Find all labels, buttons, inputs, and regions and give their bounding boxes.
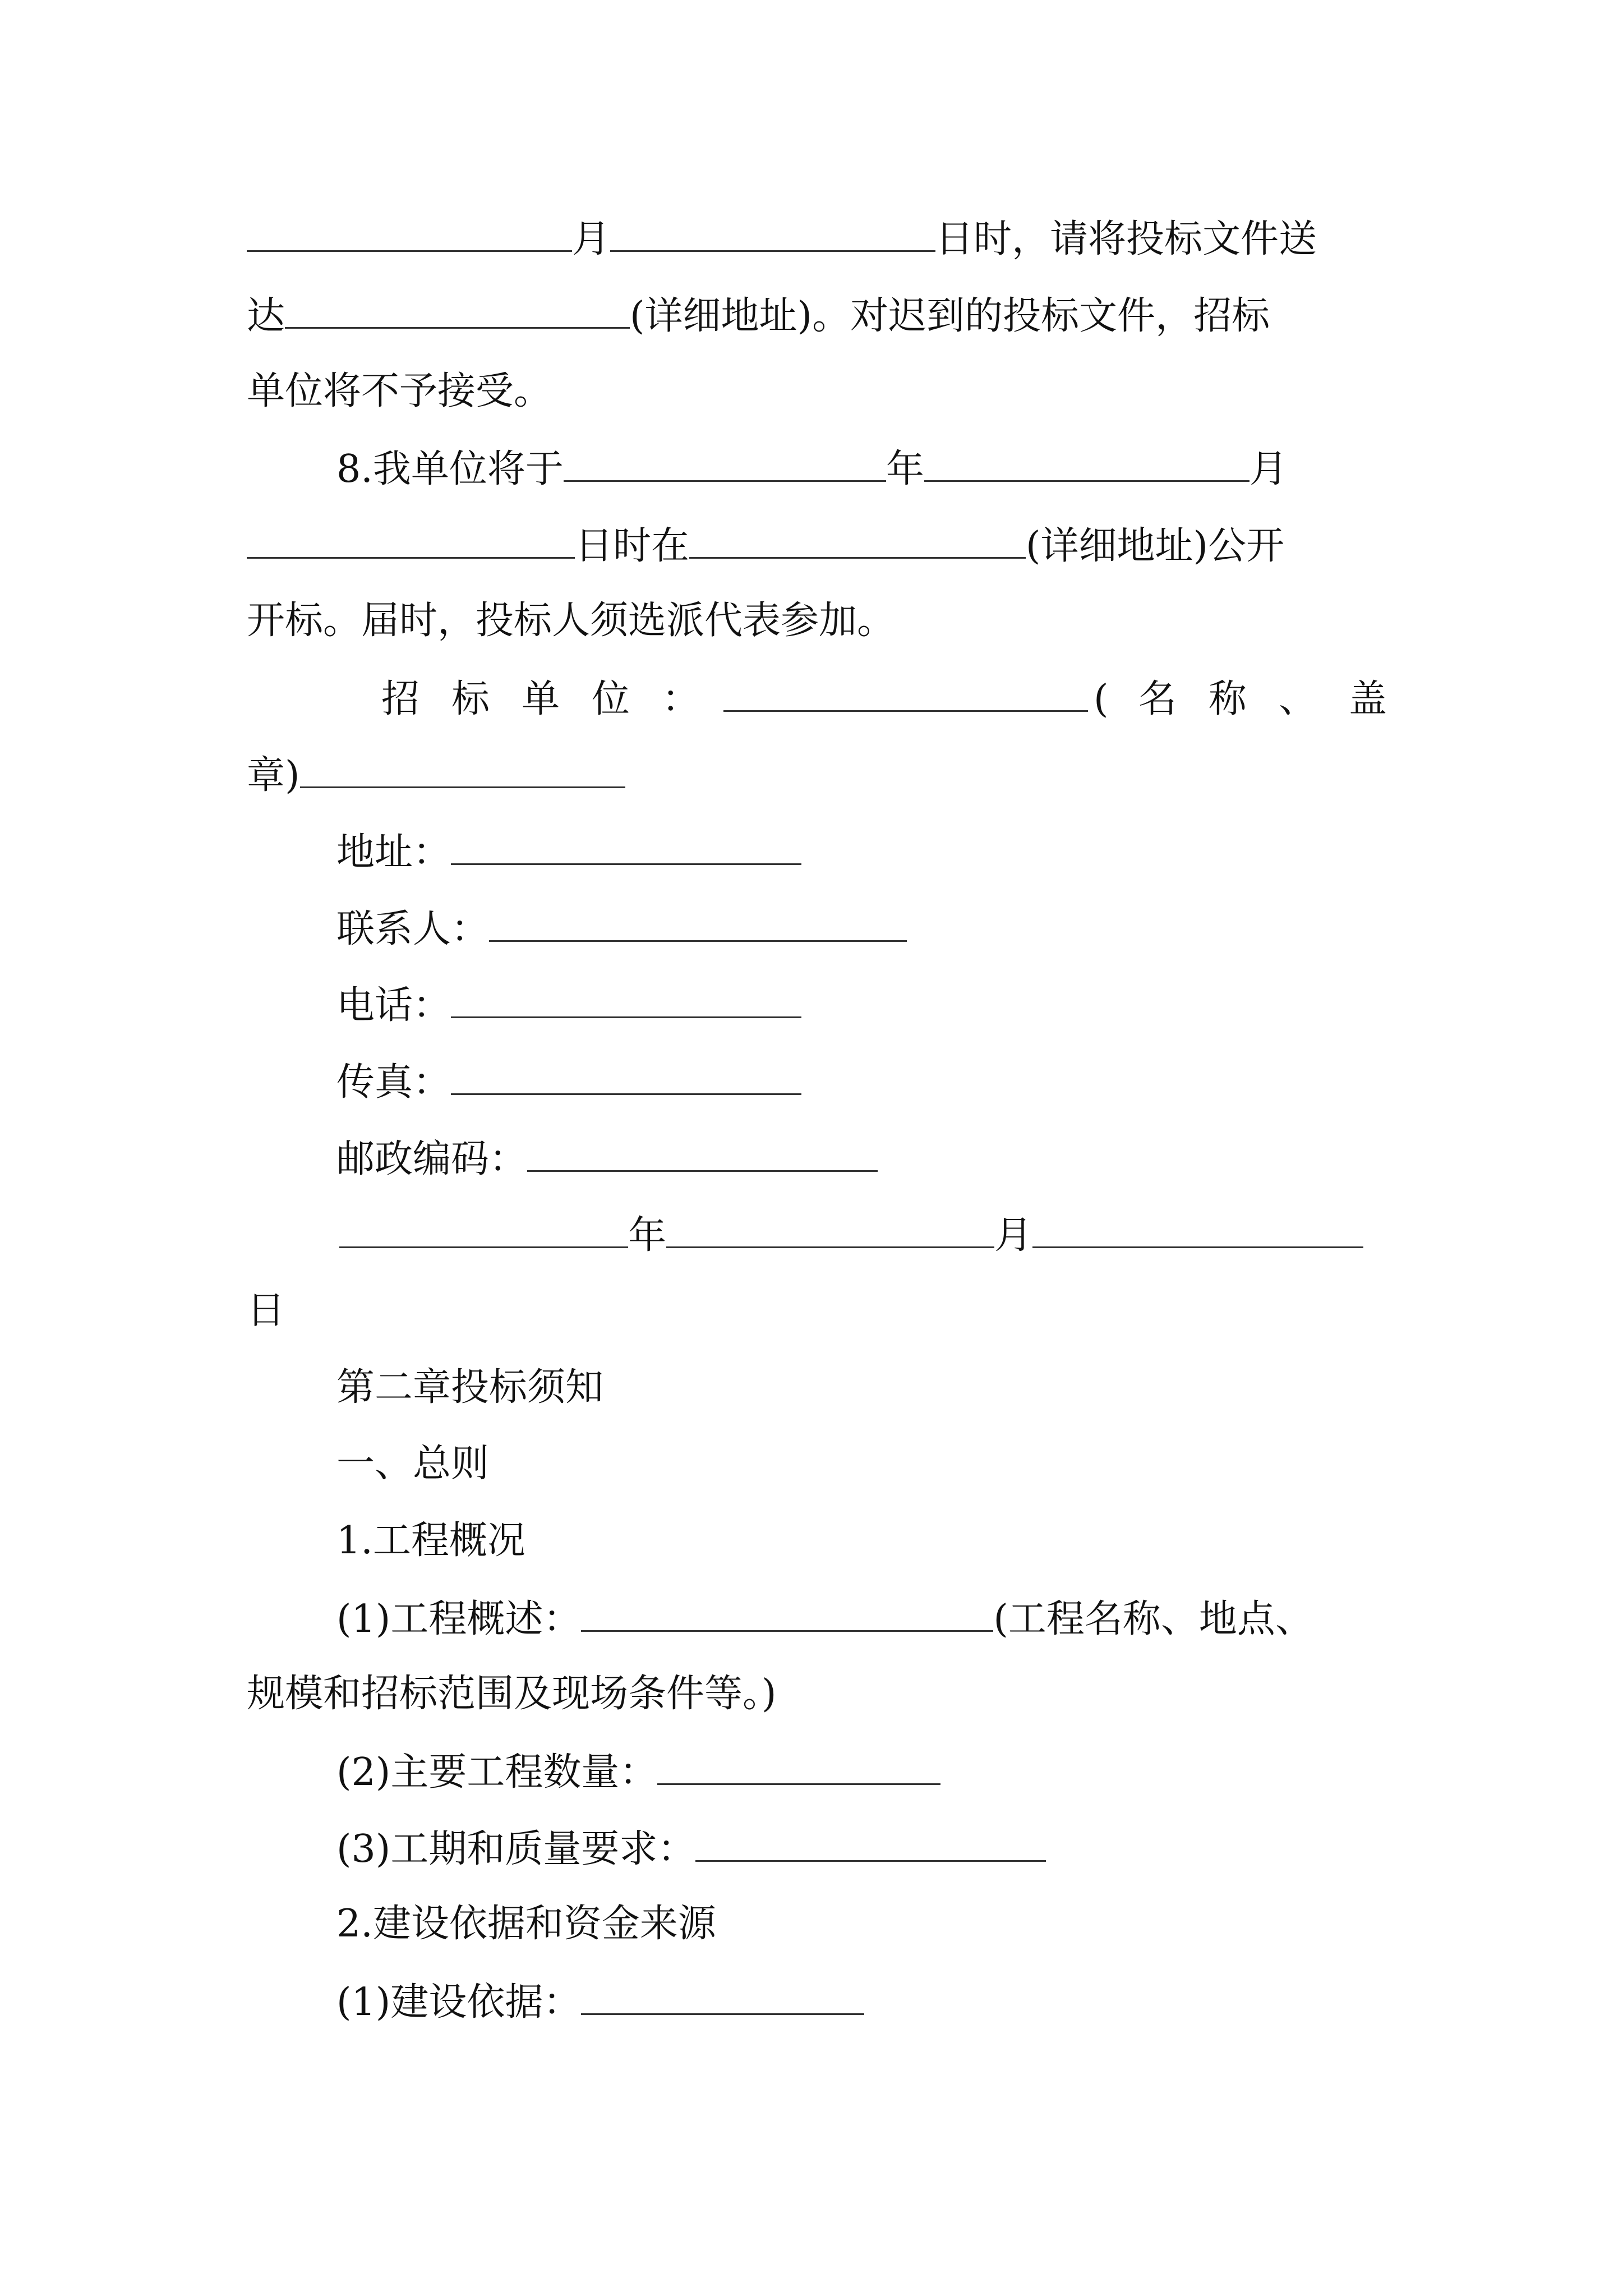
label: (3)工期和质量要求： bbox=[336, 1827, 696, 1871]
line-6: 开标。届时，投标人须选派代表参加。 bbox=[247, 599, 896, 643]
basis-blank bbox=[581, 1982, 864, 2015]
text: 8.我单位将于 bbox=[336, 447, 564, 491]
postcode-blank bbox=[527, 1139, 878, 1172]
char: 称 bbox=[1209, 677, 1247, 721]
blank-field bbox=[689, 526, 1026, 559]
address-blank bbox=[451, 832, 801, 865]
char: 招 bbox=[381, 677, 420, 721]
char: 单 bbox=[522, 677, 560, 721]
text: (详细地址)公开 bbox=[1026, 524, 1285, 568]
quantity-blank bbox=[657, 1752, 940, 1785]
char: 位 bbox=[592, 677, 630, 721]
line-4 bbox=[336, 449, 1288, 489]
line-7-bidder bbox=[381, 679, 1387, 719]
item-heading: 1.工程概况 bbox=[336, 1519, 525, 1563]
line-3: 单位将不予接受。 bbox=[247, 369, 552, 413]
phone-blank bbox=[451, 985, 801, 1018]
line-8 bbox=[247, 753, 625, 798]
blank-field bbox=[564, 449, 886, 482]
label: 联系人： bbox=[336, 907, 490, 951]
blank-field bbox=[285, 296, 630, 329]
overview-blank bbox=[581, 1599, 993, 1632]
fax-line bbox=[336, 1060, 801, 1105]
char: 盖 bbox=[1349, 677, 1387, 721]
char: 名 bbox=[1138, 677, 1177, 721]
phone-line bbox=[336, 983, 801, 1028]
label: 邮政编码： bbox=[336, 1137, 528, 1181]
year-blank bbox=[339, 1215, 628, 1248]
blank-field bbox=[610, 219, 935, 252]
text: 日时，请将投标文件送 bbox=[935, 217, 1317, 261]
char: ： bbox=[662, 677, 700, 721]
text: 达 bbox=[247, 294, 285, 338]
text: 月 bbox=[572, 217, 611, 261]
month-label: 月 bbox=[994, 1213, 1033, 1258]
item-heading: 2.建设依据和资金来源 bbox=[336, 1902, 716, 1946]
line-2 bbox=[247, 294, 1270, 338]
text: (详细地址)。对迟到的投标文件，招标 bbox=[630, 294, 1270, 338]
contact-line bbox=[336, 909, 907, 949]
char: 、 bbox=[1279, 677, 1317, 721]
item-1-2 bbox=[336, 1750, 940, 1795]
text: 章) bbox=[247, 753, 300, 798]
fax-blank bbox=[451, 1062, 801, 1095]
char: 标 bbox=[451, 677, 490, 721]
label: 电话： bbox=[336, 983, 451, 1028]
blank-field bbox=[247, 219, 572, 252]
month-blank bbox=[666, 1215, 994, 1248]
item-1-1-cont: 规模和招标范围及现场条件等。) bbox=[247, 1672, 777, 1716]
item-1-1 bbox=[336, 1599, 1313, 1639]
blank-field bbox=[247, 526, 575, 559]
chapter-heading: 第二章投标须知 bbox=[336, 1365, 604, 1410]
contact-blank bbox=[489, 909, 907, 942]
date-line bbox=[339, 1213, 1363, 1258]
label: (1)建设依据： bbox=[336, 1980, 582, 2024]
address-line bbox=[336, 830, 801, 875]
text: 日时在 bbox=[575, 524, 690, 568]
blank-field bbox=[924, 449, 1249, 482]
label: (1)工程概述： bbox=[336, 1597, 582, 1641]
blank-field bbox=[723, 679, 1088, 712]
label: 传真： bbox=[336, 1060, 451, 1105]
text: (工程名称、地点、 bbox=[993, 1597, 1313, 1641]
label: 地址： bbox=[336, 830, 451, 875]
item-2-1 bbox=[336, 1982, 864, 2022]
text: 月 bbox=[1249, 447, 1288, 491]
line-5 bbox=[247, 524, 1285, 568]
schedule-blank bbox=[695, 1829, 1046, 1862]
line-1 bbox=[247, 219, 1317, 259]
text: 年 bbox=[886, 447, 924, 491]
label: (2)主要工程数量： bbox=[336, 1750, 658, 1795]
day-label: 日 bbox=[247, 1289, 285, 1333]
item-1-3 bbox=[336, 1829, 1046, 1869]
postcode-line bbox=[336, 1139, 878, 1179]
year-label: 年 bbox=[628, 1213, 667, 1258]
char: ( bbox=[1094, 677, 1109, 721]
day-blank bbox=[1032, 1215, 1363, 1248]
section-heading: 一、总则 bbox=[336, 1442, 490, 1486]
blank-field bbox=[300, 755, 625, 788]
